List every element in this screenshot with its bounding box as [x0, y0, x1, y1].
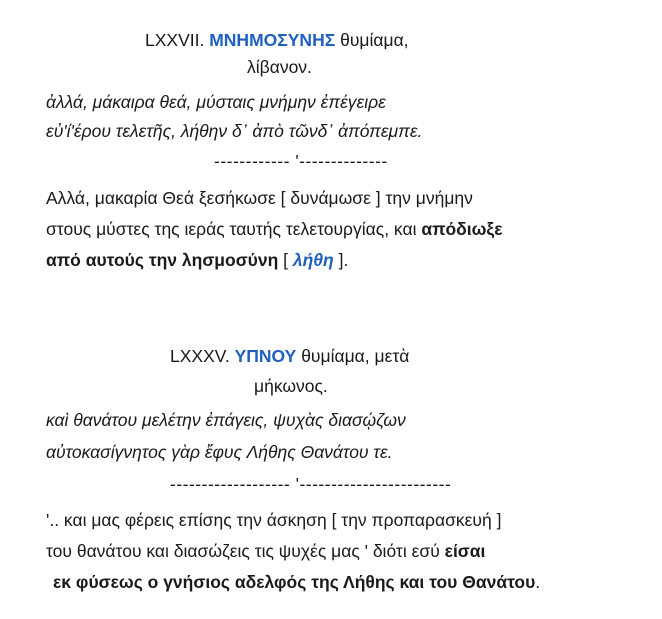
hymn77-translation-line-1: Αλλά, μακαρία Θεά ξεσήκωσε [ δυνάμωσε ] την μνήμην: [46, 188, 473, 208]
hymn77-separator-left: ------------: [214, 151, 290, 171]
hymn85-heading: [170, 346, 409, 366]
hymn77-incense-type: λίβανον.: [247, 57, 312, 77]
hymn77-greek-line-1: ἀλλά, μάκαιρα θεά, μύσταις μνήμην ἐπέγειρε: [46, 92, 386, 112]
hymn85-translation-line-2-bold: είσαι: [444, 541, 486, 561]
hymn85-deity: ΥΠΝΟΥ: [234, 346, 297, 366]
hymn77-translation-line-3-close: ].: [333, 250, 349, 270]
hymn85-translation-line-3-end: .: [535, 572, 541, 592]
hymn77-translation-line-3-bold: από αυτούς την λησμοσύνη: [46, 250, 279, 270]
hymn77-translation-line-2-bold: απόδιωξε: [421, 219, 503, 239]
hymn85-separator-right: '------------------------: [295, 474, 452, 494]
hymn77-separator-right: '--------------: [295, 151, 388, 171]
hymn85-greek-line-2: αὐτοκασίγνητος γὰρ ἔφυς Λήθης Θανάτου τε.: [46, 442, 393, 462]
hymn85-translation-line-2: [46, 541, 485, 561]
hymn77-translation-line-3: [46, 250, 348, 270]
hymn77-deity: ΜΝΗΜΟΣΥΝΗΣ: [209, 30, 336, 50]
hymn85-separator: [170, 474, 451, 494]
hymn85-translation-line-3-bold: εκ φύσεως ο γνήσιος αδελφός της Λήθης και του Θανάτου: [53, 572, 536, 592]
hymn85-incense-type: μήκωνος.: [254, 376, 328, 396]
hymn77-heading: [145, 30, 409, 50]
hymn77-translation-line-3-open: [: [278, 250, 293, 270]
hymn85-number: LXXXV.: [170, 346, 230, 366]
hymn85-incense-word: θυμίαμα, μετὰ: [301, 346, 410, 366]
hymn77-translation-line-2: [46, 219, 503, 239]
hymn77-separator: [214, 151, 388, 171]
hymn77-number: LXXVII.: [145, 30, 205, 50]
hymn77-greek-line-2: εὐ'ί'έρου τελετῆς, λήθην δ᾽ ἀπὸ τῶνδ᾽ ἀπόπεμπε.: [46, 121, 423, 141]
hymn77-translation-highlight: λήθη: [292, 250, 334, 270]
hymn85-translation-line-2-plain: του θανάτου και διασώζεις τις ψυχές μας ' διότι εσύ: [46, 541, 445, 561]
hymn85-translation-line-3: [53, 572, 540, 592]
hymn85-greek-line-1: καὶ θανάτου μελέτην ἐπάγεις, ψυχὰς διασῴζων: [46, 410, 406, 430]
hymn77-incense-word: θυμίαμα,: [340, 30, 409, 50]
hymn85-translation-line-1: '.. και μας φέρεις επίσης την άσκηση [ την προπαρασκευή ]: [46, 510, 502, 530]
hymn85-separator-left: -------------------: [170, 474, 291, 494]
hymn77-translation-line-2-plain: στους μύστες της ιεράς ταυτής τελετουργίας, και: [46, 219, 422, 239]
